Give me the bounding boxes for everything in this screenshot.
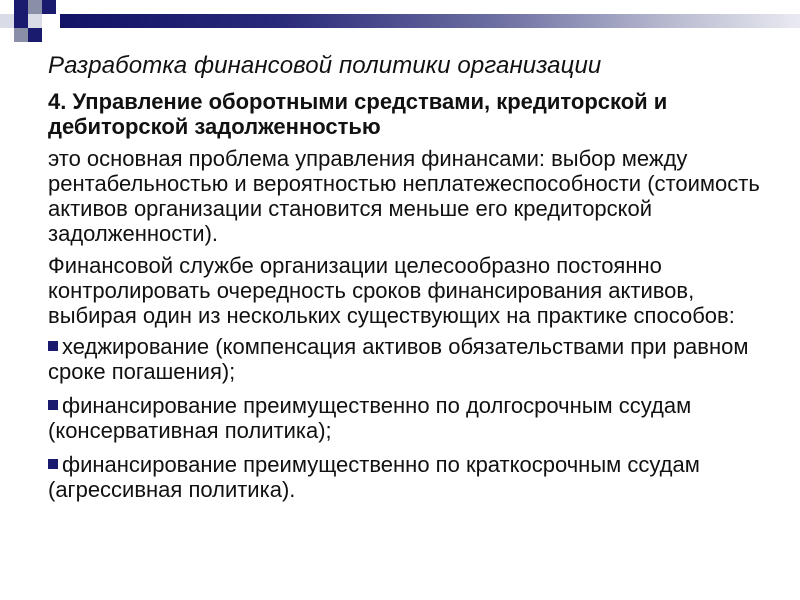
- list-item: [48, 393, 768, 443]
- decor-square: [28, 14, 42, 28]
- slide-title: Разработка финансовой политики организации: [48, 52, 602, 79]
- methods-list: [48, 334, 768, 502]
- slide-content: [48, 52, 768, 511]
- list-item-text: финансирование преимущественно по долгосрочным ссудам (консервативная политика);: [48, 393, 692, 443]
- paragraph-problem: это основная проблема управления финансами: выбор между рентабельностью и вероятностью неплатежеспособности (стоимость активов организации становится меньше его кредиторской задолженности).: [48, 146, 760, 246]
- list-item-text: хеджирование (компенсация активов обязательствами при равном сроке погашения);: [48, 334, 749, 384]
- header-gradient-bar: [60, 14, 800, 28]
- decor-square: [28, 0, 42, 14]
- decor-square: [0, 14, 14, 28]
- list-item: [48, 334, 768, 384]
- square-bullet-icon: [48, 400, 58, 410]
- decor-square: [14, 14, 28, 28]
- decor-square: [28, 28, 42, 42]
- section-heading: 4. Управление оборотными средствами, кредиторской и дебиторской задолженностью: [48, 89, 668, 139]
- header-decoration: [0, 0, 800, 52]
- decor-square: [14, 28, 28, 42]
- square-bullet-icon: [48, 341, 58, 351]
- paragraph-methods-intro: Финансовой службе организации целесообразно постоянно контролировать очередность сроков финансирования активов, выбирая один из нескольких существующих на практике способов:: [48, 253, 735, 328]
- list-item: [48, 452, 768, 502]
- square-bullet-icon: [48, 459, 58, 469]
- decor-square: [14, 0, 28, 14]
- list-item-text: финансирование преимущественно по краткосрочным ссудам (агрессивная политика).: [48, 452, 700, 502]
- decor-square: [42, 0, 56, 14]
